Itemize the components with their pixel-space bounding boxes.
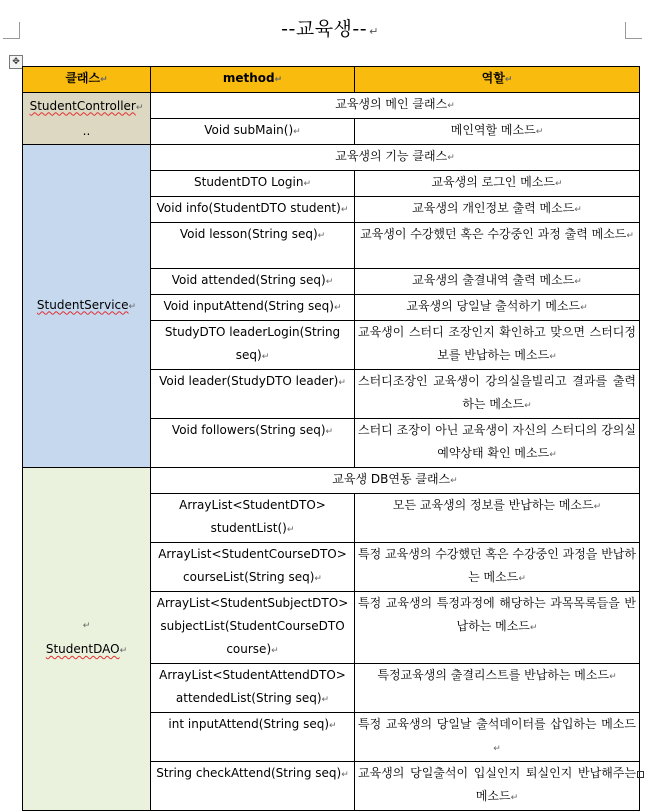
header-role: 역할↵ (355, 67, 640, 93)
table-header-row (23, 67, 640, 93)
role-cell: 교육생의 개인정보 출력 메소드↵ (355, 197, 640, 223)
method-cell: Void info(StudentDTO student)↵ (151, 197, 355, 223)
role-cell: 교육생이 수강했던 혹은 수강중인 과정 출력 메소드↵ (355, 223, 640, 269)
role-cell: 스터디 조장이 아닌 교육생이 자신의 스터디의 강의실예약상태 확인 메소드↵ (355, 419, 640, 468)
method-cell: ArrayList<StudentSubjectDTO> subjectList(StudentCourseDTO course)↵ (151, 592, 355, 664)
method-cell: int inputAttend(String seq)↵ (151, 713, 355, 762)
class-description: 교육생의 기능 클래스↵ (151, 145, 640, 171)
class-cell-dao: ↵ StudentDAO↵ (23, 468, 151, 811)
method-cell: Void followers(String seq)↵ (151, 419, 355, 468)
role-cell: 특정 교육생의 수강했던 혹은 수강중인 과정을 반납하는 메소드↵ (355, 543, 640, 592)
method-cell: Void subMain()↵ (151, 119, 355, 145)
role-cell: 메인역할 메소드↵ (355, 119, 640, 145)
role-cell: 교육생의 당일날 출석하기 메소드↵ (355, 295, 640, 321)
class-description: 교육생의 메인 클래스↵ (151, 93, 640, 119)
method-cell: ArrayList<StudentAttendDTO> attendedList(String seq)↵ (151, 664, 355, 713)
method-cell: StudyDTO leaderLogin(String seq)↵ (151, 321, 355, 370)
role-cell: 교육생의 당일출석이 입실인지 퇴실인지 반납해주는 메소드↵ (355, 762, 640, 811)
class-name-suffix: .. (82, 123, 91, 138)
header-class: 클래스↵ (23, 67, 151, 93)
role-cell: 교육생의 출결내역 출력 메소드↵ (355, 269, 640, 295)
role-cell: 교육생의 로그인 메소드↵ (355, 171, 640, 197)
method-cell: Void leader(StudyDTO leader)↵ (151, 370, 355, 419)
role-cell: 특정 교육생의 특정과정에 해당하는 과목목록들을 반납하는 메소드↵ (355, 592, 640, 664)
method-cell: String checkAttend(String seq)↵ (151, 762, 355, 811)
class-method-table (22, 66, 640, 811)
table-row (23, 468, 640, 494)
table-row (23, 93, 640, 119)
header-method: method↵ (151, 67, 355, 93)
method-cell: Void attended(String seq)↵ (151, 269, 355, 295)
table-row (23, 145, 640, 171)
role-cell: 교육생이 스터디 조장인지 확인하고 맞으면 스터디정보를 반납하는 메소드↵ (355, 321, 640, 370)
role-cell: 특정 교육생의 당일날 출석데이터를 삽입하는 메소드↵ (355, 713, 640, 762)
method-cell: Void lesson(String seq)↵ (151, 223, 355, 269)
method-cell: Void inputAttend(String seq)↵ (151, 295, 355, 321)
role-cell: 특정교육생의 출결리스트를 반납하는 메소드↵ (355, 664, 640, 713)
document-title: --교육생-- ↵ (281, 18, 379, 40)
class-name: StudentService (36, 297, 129, 312)
class-name: StudentController (29, 98, 136, 113)
role-cell: 스터디조장인 교육생이 강의실을빌리고 결과를 출력하는 메소드↵ (355, 370, 640, 419)
table-move-handle-icon[interactable]: ✥ (9, 55, 23, 69)
table-resize-handle-icon[interactable] (637, 771, 644, 778)
class-cell-service: StudentService↵ (23, 145, 151, 468)
method-cell: ArrayList<StudentCourseDTO> courseList(String seq)↵ (151, 543, 355, 592)
class-name: StudentDAO (45, 642, 120, 656)
method-cell: ArrayList<StudentDTO> studentList()↵ (151, 494, 355, 543)
method-cell: StudentDTO Login↵ (151, 171, 355, 197)
role-cell: 모든 교육생의 정보를 반납하는 메소드↵ (355, 494, 640, 543)
class-cell-controller: StudentController↵ .. (23, 93, 151, 145)
class-description: 교육생 DB연동 클래스↵ (151, 468, 640, 494)
